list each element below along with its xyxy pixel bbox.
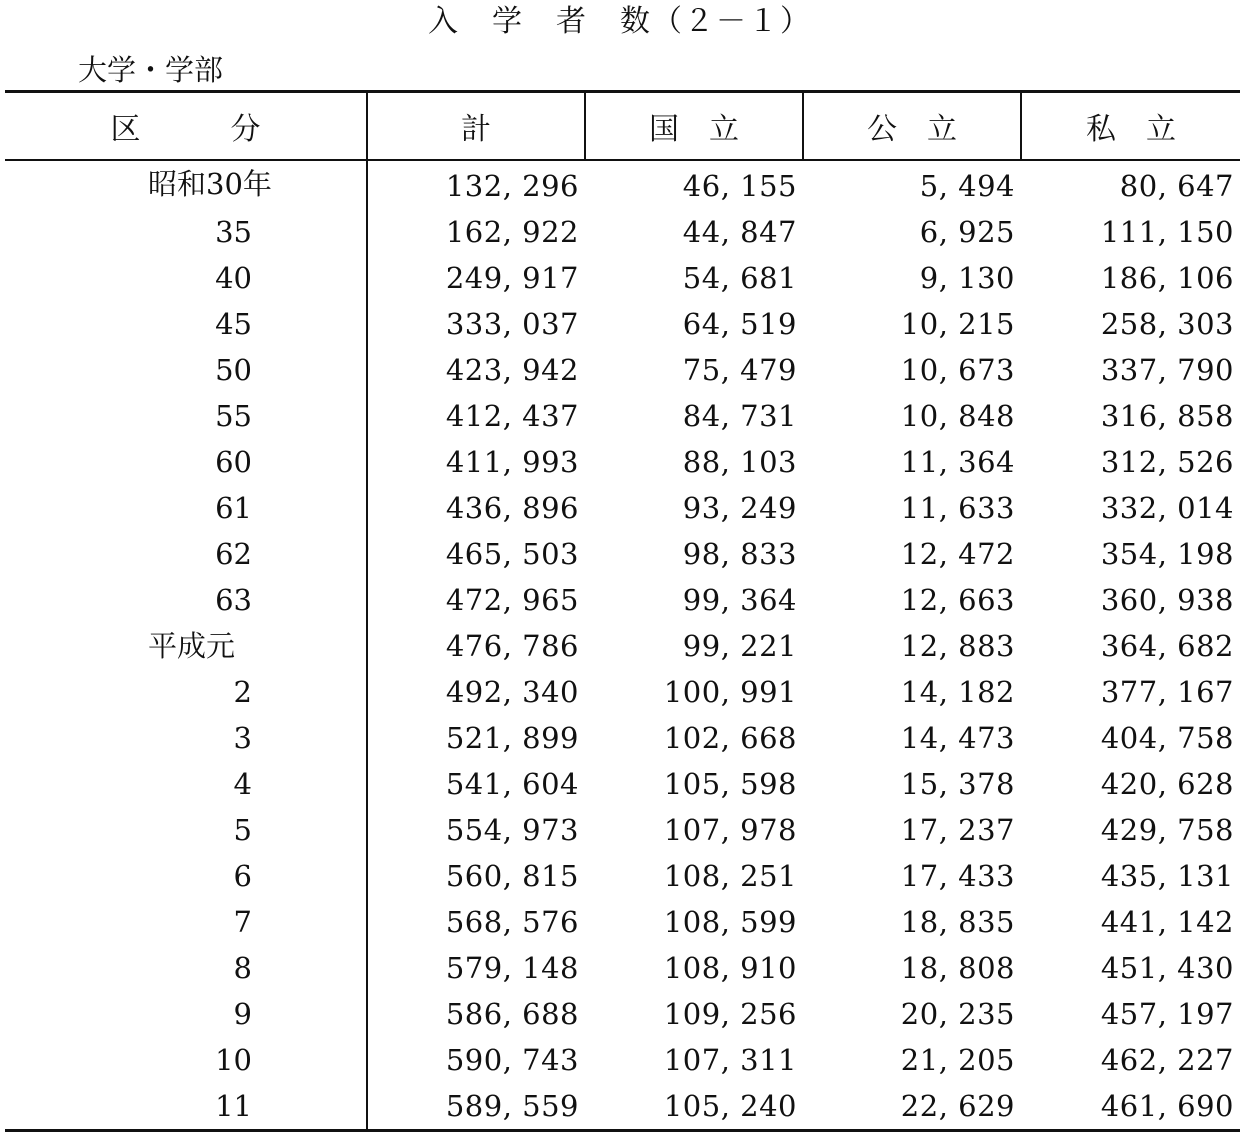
total-cell: 132, 296 [367, 160, 585, 209]
row-label: 6 [233, 859, 252, 893]
total-cell: 492, 340 [367, 669, 585, 715]
total-cell: 568, 576 [367, 899, 585, 945]
row-label-cell [5, 991, 367, 1037]
total-cell: 436, 896 [367, 485, 585, 531]
row-label-cell [5, 807, 367, 853]
private-cell: 186, 106 [1100, 261, 1234, 295]
public-cell: 14, 473 [900, 721, 1015, 755]
table-row [5, 991, 1240, 1037]
private-cell: 377, 167 [1100, 675, 1234, 709]
national-cell: 108, 910 [663, 951, 797, 985]
total-cell: 590, 743 [367, 1037, 585, 1083]
table-row [5, 255, 1240, 301]
row-label: 50 [215, 353, 252, 387]
private-cell: 441, 142 [1100, 905, 1234, 939]
public-cell: 11, 633 [900, 491, 1015, 525]
national-cell: 105, 240 [585, 1083, 803, 1131]
national-cell: 64, 519 [682, 307, 797, 341]
total-cell: 476, 786 [367, 623, 585, 669]
public-cell: 12, 883 [900, 629, 1015, 663]
total-cell: 249, 917 [367, 255, 585, 301]
national-cell: 88, 103 [682, 445, 797, 479]
row-label: 61 [215, 491, 252, 525]
national-cell: 109, 256 [663, 997, 797, 1031]
public-cell: 9, 130 [919, 261, 1015, 295]
table-row [5, 301, 1240, 347]
total-cell: 162, 922 [367, 209, 585, 255]
table-row [5, 807, 1240, 853]
total-cell: 423, 942 [367, 347, 585, 393]
table-row [5, 485, 1240, 531]
row-label-cell [5, 669, 367, 715]
total-cell: 586, 688 [367, 991, 585, 1037]
private-cell: 337, 790 [1100, 353, 1234, 387]
header-public: 公 立 [803, 92, 1021, 161]
public-cell: 15, 378 [900, 767, 1015, 801]
public-cell: 18, 808 [900, 951, 1015, 985]
total-cell: 521, 899 [367, 715, 585, 761]
header-national: 国 立 [585, 92, 803, 161]
row-label-cell [5, 577, 367, 623]
private-cell: 111, 150 [1100, 215, 1234, 249]
total-cell: 589, 559 [367, 1083, 585, 1131]
table-row [5, 945, 1240, 991]
total-cell: 465, 503 [367, 531, 585, 577]
national-cell: 108, 251 [663, 859, 797, 893]
row-label: 11 [215, 1089, 252, 1123]
table-row [5, 1037, 1240, 1083]
row-label-cell [5, 899, 367, 945]
public-cell: 6, 925 [919, 215, 1015, 249]
private-cell: 429, 758 [1100, 813, 1234, 847]
national-cell: 107, 978 [663, 813, 797, 847]
row-label-cell [5, 393, 367, 439]
table-row [5, 853, 1240, 899]
national-cell: 75, 479 [682, 353, 797, 387]
public-cell: 10, 215 [900, 307, 1015, 341]
private-cell: 457, 197 [1100, 997, 1234, 1031]
row-label: 55 [215, 399, 252, 433]
national-cell: 44, 847 [682, 215, 797, 249]
table-row [5, 623, 1240, 669]
private-cell: 435, 131 [1100, 859, 1234, 893]
row-label-cell [5, 485, 367, 531]
row-label: 4 [233, 767, 252, 801]
total-cell: 411, 993 [367, 439, 585, 485]
private-cell: 332, 014 [1100, 491, 1234, 525]
national-cell: 99, 364 [682, 583, 797, 617]
national-cell: 46, 155 [682, 169, 797, 203]
row-label-cell [5, 160, 367, 209]
national-cell: 105, 598 [663, 767, 797, 801]
row-label: 62 [215, 537, 252, 571]
enrollment-table [5, 90, 1240, 1132]
header-total: 計 [367, 92, 585, 161]
public-cell: 18, 835 [900, 905, 1015, 939]
row-label-cell [5, 853, 367, 899]
row-label: 平成元 [148, 629, 236, 663]
private-cell: 354, 198 [1100, 537, 1234, 571]
total-cell: 472, 965 [367, 577, 585, 623]
page-title: 入 学 者 数（２－１） [428, 4, 812, 39]
table-row [5, 209, 1240, 255]
row-label-cell [5, 1037, 367, 1083]
row-label-cell [5, 301, 367, 347]
private-cell: 312, 526 [1100, 445, 1234, 479]
header-private: 私 立 [1021, 92, 1240, 161]
row-label-cell [5, 531, 367, 577]
national-cell: 93, 249 [682, 491, 797, 525]
national-cell: 108, 599 [663, 905, 797, 939]
row-label: 3 [233, 721, 252, 755]
row-label-cell [5, 255, 367, 301]
row-label: 60 [215, 445, 252, 479]
row-label-cell [5, 347, 367, 393]
table-row [5, 577, 1240, 623]
row-label-cell [5, 1083, 367, 1131]
private-cell: 420, 628 [1100, 767, 1234, 801]
national-cell: 54, 681 [682, 261, 797, 295]
row-label: 7 [233, 905, 252, 939]
private-cell: 404, 758 [1100, 721, 1234, 755]
private-cell: 258, 303 [1100, 307, 1234, 341]
table-header-row [5, 92, 1240, 161]
total-cell: 412, 437 [367, 393, 585, 439]
private-cell: 80, 647 [1119, 169, 1234, 203]
private-cell: 461, 690 [1021, 1083, 1240, 1131]
row-label-cell [5, 715, 367, 761]
row-label: 40 [215, 261, 252, 295]
public-cell: 10, 673 [900, 353, 1015, 387]
national-cell: 84, 731 [682, 399, 797, 433]
table-row [5, 531, 1240, 577]
public-cell: 20, 235 [900, 997, 1015, 1031]
row-label-cell [5, 623, 367, 669]
row-label: 9 [233, 997, 252, 1031]
table-row [5, 1083, 1240, 1131]
public-cell: 10, 848 [900, 399, 1015, 433]
table-row [5, 669, 1240, 715]
national-cell: 107, 311 [663, 1043, 797, 1077]
table-row [5, 439, 1240, 485]
private-cell: 451, 430 [1100, 951, 1234, 985]
total-cell: 560, 815 [367, 853, 585, 899]
national-cell: 100, 991 [663, 675, 797, 709]
row-label: 35 [215, 215, 252, 249]
public-cell: 5, 494 [919, 169, 1015, 203]
header-category: 区 分 [5, 92, 367, 161]
private-cell: 316, 858 [1100, 399, 1234, 433]
public-cell: 22, 629 [803, 1083, 1021, 1131]
private-cell: 364, 682 [1100, 629, 1234, 663]
table-subtitle: 大学・学部 [78, 53, 224, 87]
private-cell: 462, 227 [1100, 1043, 1234, 1077]
row-label-cell [5, 945, 367, 991]
national-cell: 102, 668 [663, 721, 797, 755]
total-cell: 579, 148 [367, 945, 585, 991]
table-row [5, 393, 1240, 439]
row-label: 8 [233, 951, 252, 985]
table-row [5, 347, 1240, 393]
row-label: 5 [233, 813, 252, 847]
public-cell: 12, 663 [900, 583, 1015, 617]
total-cell: 541, 604 [367, 761, 585, 807]
national-cell: 99, 221 [682, 629, 797, 663]
table-body [5, 160, 1240, 1131]
public-cell: 14, 182 [900, 675, 1015, 709]
national-cell: 98, 833 [682, 537, 797, 571]
row-label: 2 [233, 675, 252, 709]
table-row [5, 715, 1240, 761]
public-cell: 17, 433 [900, 859, 1015, 893]
table-row [5, 899, 1240, 945]
row-label-cell [5, 209, 367, 255]
row-label: 昭和30年 [148, 167, 272, 201]
total-cell: 554, 973 [367, 807, 585, 853]
table-row [5, 761, 1240, 807]
row-label-cell [5, 439, 367, 485]
row-label-cell [5, 761, 367, 807]
public-cell: 12, 472 [900, 537, 1015, 571]
total-cell: 333, 037 [367, 301, 585, 347]
public-cell: 11, 364 [900, 445, 1015, 479]
row-label: 63 [215, 583, 252, 617]
private-cell: 360, 938 [1100, 583, 1234, 617]
row-label: 10 [215, 1043, 252, 1077]
public-cell: 21, 205 [900, 1043, 1015, 1077]
table-row [5, 160, 1240, 209]
public-cell: 17, 237 [900, 813, 1015, 847]
row-label: 45 [215, 307, 252, 341]
